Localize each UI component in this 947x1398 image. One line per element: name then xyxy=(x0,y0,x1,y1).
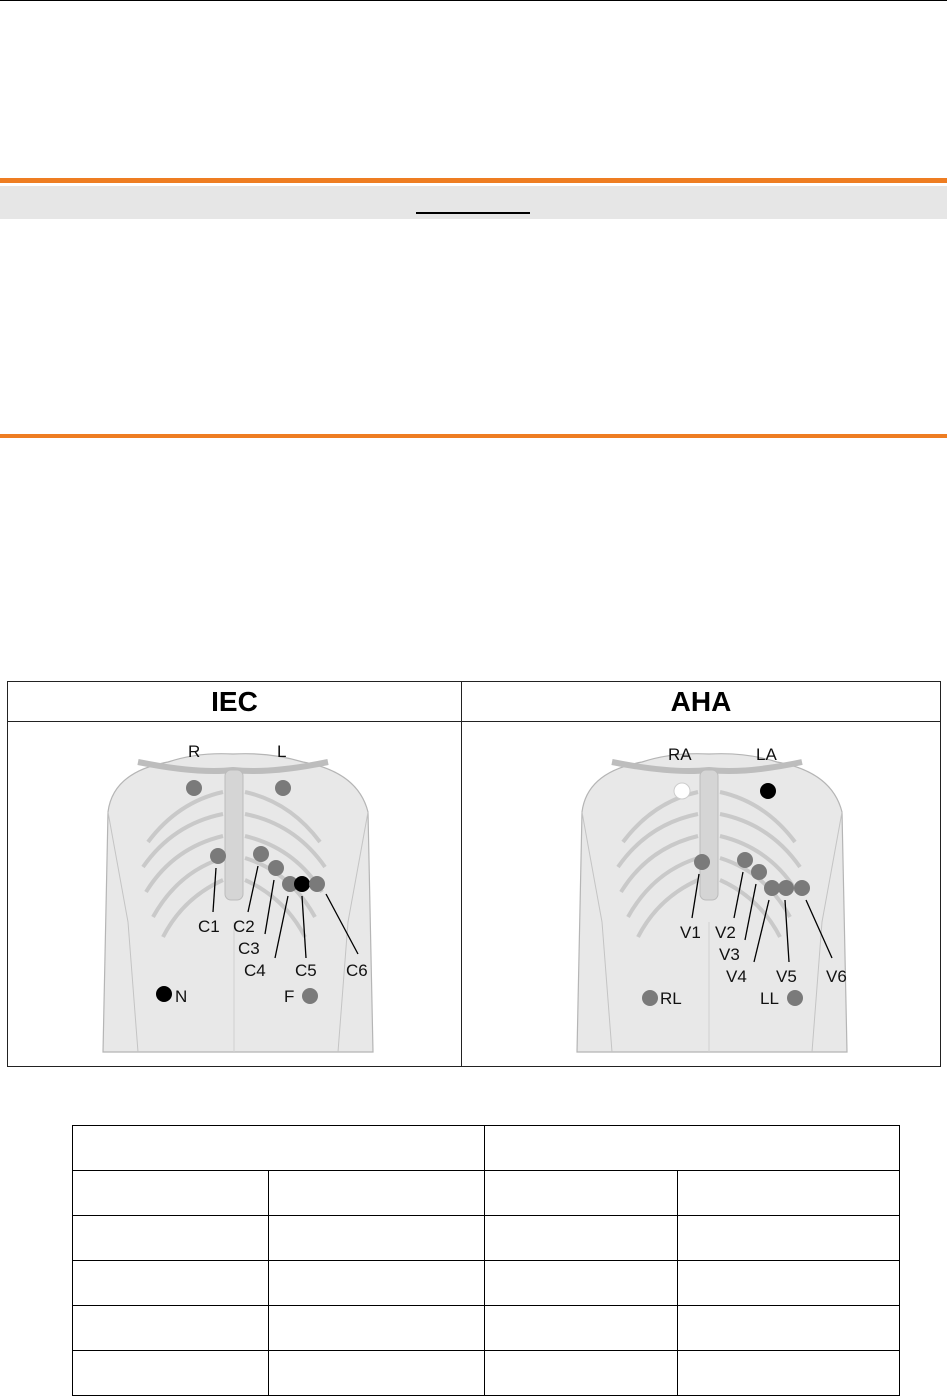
electrode-v2 xyxy=(737,852,753,868)
table-cell xyxy=(678,1216,900,1261)
table-cell xyxy=(73,1306,269,1351)
label-c4: C4 xyxy=(244,961,266,980)
table-cell xyxy=(73,1216,269,1261)
table-cell xyxy=(485,1126,900,1171)
table-cell xyxy=(73,1261,269,1306)
electrode-n xyxy=(156,986,172,1002)
electrode-v3 xyxy=(751,864,767,880)
iec-column-title: IEC xyxy=(211,686,258,717)
table-cell xyxy=(269,1351,485,1396)
electrode-c3 xyxy=(268,860,284,876)
table-cell xyxy=(485,1261,678,1306)
label-c1: C1 xyxy=(198,917,220,936)
label-rl: RL xyxy=(660,989,682,1008)
table-row xyxy=(73,1261,900,1306)
table-row xyxy=(73,1126,900,1171)
table-row xyxy=(73,1351,900,1396)
table-cell xyxy=(269,1216,485,1261)
label-r: R xyxy=(188,742,201,761)
label-f: F xyxy=(284,987,295,1006)
electrode-l xyxy=(275,780,291,796)
label-c2: C2 xyxy=(233,917,255,936)
label-l: L xyxy=(277,742,287,761)
electrode-v5 xyxy=(778,880,794,896)
electrode-r xyxy=(186,780,202,796)
label-v3: V3 xyxy=(719,945,740,964)
table-cell xyxy=(678,1261,900,1306)
table-row xyxy=(73,1171,900,1216)
label-c3: C3 xyxy=(238,939,260,958)
label-ll: LL xyxy=(760,989,779,1008)
table-cell xyxy=(485,1171,678,1216)
heading-band xyxy=(0,186,947,219)
heading-underline xyxy=(416,212,530,214)
table-cell xyxy=(73,1171,269,1216)
table-cell xyxy=(485,1306,678,1351)
orange-rule-top xyxy=(0,178,947,183)
orange-rule-bottom xyxy=(0,434,947,438)
table-cell xyxy=(269,1306,485,1351)
electrode-placement-figure xyxy=(7,681,941,1067)
table-cell xyxy=(678,1306,900,1351)
table-cell xyxy=(485,1351,678,1396)
electrode-ll xyxy=(787,990,803,1006)
electrode-v4 xyxy=(764,880,780,896)
table-cell xyxy=(269,1171,485,1216)
label-la: LA xyxy=(756,745,777,764)
label-v4: V4 xyxy=(726,967,747,986)
table-cell xyxy=(485,1216,678,1261)
electrode-c1 xyxy=(210,848,226,864)
torso-illustration xyxy=(103,754,373,1052)
aha-column-title: AHA xyxy=(670,686,732,717)
table-cell xyxy=(73,1126,485,1171)
label-v2: V2 xyxy=(715,923,736,942)
label-n: N xyxy=(175,987,188,1006)
label-c5: C5 xyxy=(295,961,317,980)
aha-torso-diagram xyxy=(462,722,940,1066)
electrode-rl xyxy=(642,990,658,1006)
label-v5: V5 xyxy=(776,967,797,986)
label-ra: RA xyxy=(668,745,692,764)
table-row xyxy=(73,1306,900,1351)
table-cell xyxy=(73,1351,269,1396)
electrode-ra xyxy=(674,783,690,799)
label-v6: V6 xyxy=(826,967,847,986)
table-cell xyxy=(678,1171,900,1216)
iec-torso-diagram xyxy=(8,722,461,1066)
electrode-f xyxy=(302,988,318,1004)
top-rule xyxy=(0,0,947,1)
table-cell xyxy=(269,1261,485,1306)
torso-illustration xyxy=(577,754,847,1052)
electrode-v1 xyxy=(694,854,710,870)
lead-mapping-table xyxy=(72,1125,900,1396)
table-cell xyxy=(678,1351,900,1396)
electrode-c5 xyxy=(294,876,310,892)
electrode-la xyxy=(760,783,776,799)
electrode-c6 xyxy=(309,876,325,892)
electrode-v6 xyxy=(794,880,810,896)
label-c6: C6 xyxy=(346,961,368,980)
table-row xyxy=(73,1216,900,1261)
label-v1: V1 xyxy=(680,923,701,942)
electrode-c2 xyxy=(253,846,269,862)
